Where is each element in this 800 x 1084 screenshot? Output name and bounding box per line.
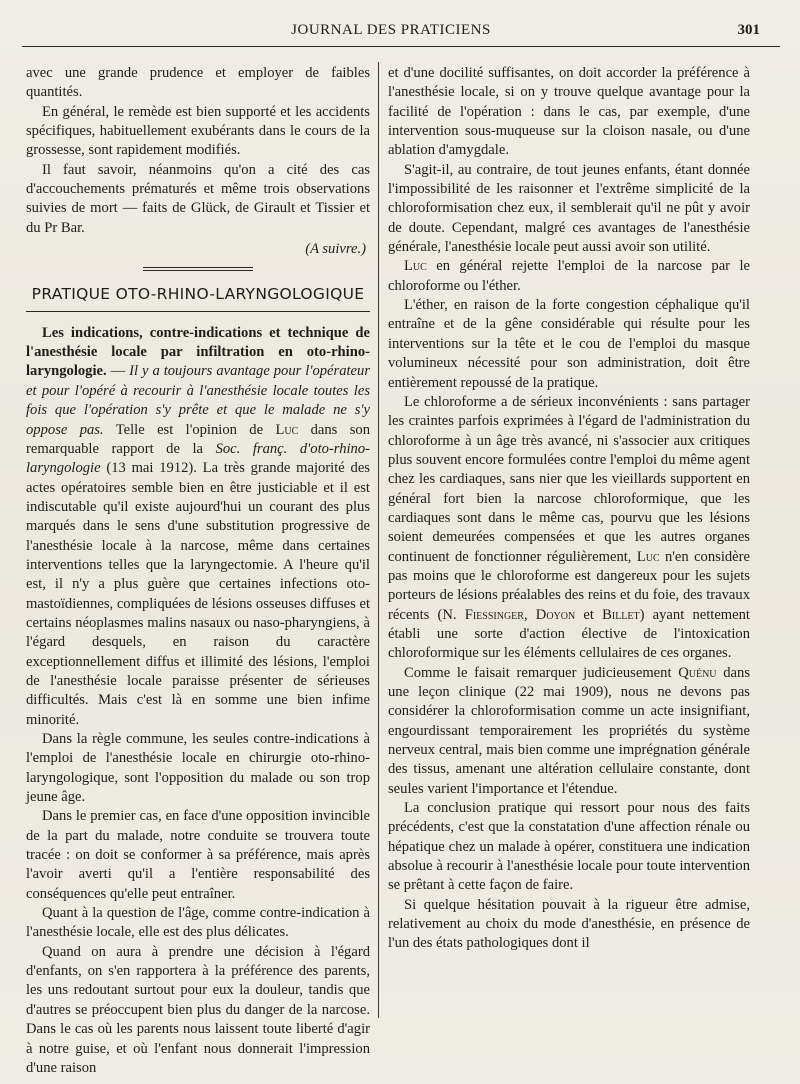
author-name: Luc <box>636 548 660 565</box>
text-run: dans son remarquable rapport de la <box>26 421 371 457</box>
author-name: Luc <box>404 258 427 275</box>
author-name: Quénu <box>678 664 717 681</box>
text-run: dans une leçon clinique (22 mai 1909), nous ne devons pas considérer la chloroformisation comme un acte insignifiant, engourdissant temporairement les propriétés du système nerveux central, mais bien comme une imprégnation générale des tissus, amenant une altération cellulaire constante, dont seules varient l'importance et l'étendue. <box>388 664 750 797</box>
text-run: , <box>523 606 536 623</box>
text-run: en général rejette l'emploi de la narcose par le chloroforme ou l'éther. <box>388 258 750 294</box>
separator-rule <box>143 267 253 271</box>
paragraph <box>388 664 750 799</box>
author-name: Billet <box>602 606 640 623</box>
text-run: Comme le faisait remarquer judicieusement <box>404 664 679 681</box>
paragraph: et d'une docilité suffisantes, on doit accorder la préférence à l'anesthésie locale, si on y trouve quelque avantage pour la facilité de l'opération : dans le cas, par exemple, d'une intervention sous-muqueuse sur la cloison nasale, ou d'une ablation d'amygdale. <box>388 65 750 159</box>
running-header <box>22 22 760 46</box>
paragraph <box>388 393 750 664</box>
paragraph: En général, le remède est bien supporté et les accidents spécifiques, habituellement exubérants dans le cours de la grossesse, sont rapidement modifiés. <box>26 103 370 159</box>
text-run: ) ayant nettement établi une sorte d'action élective de l'intoxication chloroformique sur les éléments cellulaires de ces organes. <box>388 606 750 662</box>
text-run: et <box>575 606 603 623</box>
right-column <box>388 64 750 954</box>
paragraph: Il faut savoir, néanmoins qu'on a cité des cas d'accouchements prématurés et même trois observations suivies de mort — faits de Glück, de Girault et Tissier et du Pr Bar. <box>26 161 370 236</box>
quoted-opinion: Il y a toujours avantage pour l'opérateur et pour l'opéré à recourir à l'anesthésie locale toutes les fois que l'opération s'y prête et que le malade ne s'y oppose pas. <box>26 363 371 438</box>
paragraph: S'agit-il, au contraire, de tout jeunes enfants, étant donnée l'impossibilité de les raisonner et l'extrême simplicité de la chloroformisation chez eux, il semblerait qu'il ne pût y avoir de doute. Cependant, malgré ces avantages de l'anesthésie générale, l'anesthésie locale peut aussi avoir son utilité. <box>388 161 750 256</box>
paragraph: La conclusion pratique qui ressort pour nous des faits précédents, c'est que la constatation d'une affection rénale ou hépatique chez un malade à opérer, constituera une indication absolue à recourir à l'anesthésie locale pour toute intervention se prêtant à cette façon de faire. <box>388 800 750 894</box>
section-title: PRATIQUE OTO-RHINO-LARYNGOLOGIQUE <box>26 285 370 311</box>
article-paragraph <box>26 324 370 730</box>
text-run: Telle est l'opinion de <box>103 421 276 438</box>
header-rule <box>22 46 780 47</box>
text-run: Le chloroforme a de sérieux inconvénients : sans partager les craintes parfois exprimées à l'égard de l'administration du chloroforme à un âge très avancé, ni s'associer aux critiques plus souvent encore formulées contre l'emploi du même agent chez les cardiaques, sans nier que les vieillards supportent en général fort bien la narcose chloroformique, que les cardiaques sont dans le même cas, pourvu que les lésions soient demeurées compensées et que les autres organes continuent de fonctionner régulièrement, <box>388 393 750 565</box>
author-name: Luc <box>275 421 299 438</box>
article-title: Les indications, contre-indications et technique de l'anesthésie locale par infiltration en oto-rhino-laryngologie. <box>26 324 370 380</box>
journal-title: JOURNAL DES PRATICIENS <box>291 22 491 38</box>
paragraph: Si quelque hésitation pouvait à la rigueur être admise, relativement au choix du mode d'anesthésie, en présence de l'un des états pathologiques dont il <box>388 896 750 952</box>
paragraph <box>388 257 750 296</box>
paragraph: Dans la règle commune, les seules contre-indications à l'emploi de l'anesthésie locale en chirurgie oto-rhino-laryngologique, sont l'opposition du malade ou son trop jeune âge. <box>26 731 370 806</box>
left-column <box>26 64 370 1078</box>
society-name: Soc. franç. d'oto-rhino-laryngologie <box>26 440 370 477</box>
paragraph: Quand on aura à prendre une décision à l'égard d'enfants, on s'en rapportera à la préférence des parents, les uns redoutant surtout pour eux la douleur, tandis que d'autres se préoccupent bien plus du danger de la narcose. Dans le cas où les parents nous laissent toute liberté d'agir à notre guise, et où l'enfant nous donnerait l'impression d'une raison <box>26 943 370 1076</box>
paragraph: Quant à la question de l'âge, comme contre-indication à l'anesthésie locale, elle est des plus délicates. <box>26 905 370 941</box>
page-number: 301 <box>737 22 760 38</box>
column-divider <box>378 62 379 1018</box>
author-name: Doyon <box>535 606 576 623</box>
dash: — <box>106 363 130 380</box>
paragraph: L'éther, en raison de la forte congestion céphalique qu'il entraîne et de la gêne considérable qui résulte pour les interventions sur la tête et le cou de l'emploi du masque volumineux nécessité pour son administration, doit être entièrement repoussé de la pratique. <box>388 297 750 391</box>
paragraph: Dans le premier cas, en face d'une opposition invincible de la part du malade, notre conduite se trouvera toute tracée : on doit se conformer à sa préférence, mais après l'avoir averti qu'il a l'entière responsabilité des conséquences qu'elle peut entraîner. <box>26 808 370 902</box>
text-run: (13 mai 1912). La très grande majorité des actes opératoires semble bien en être justiciable et il est indiscutable qu'il existe aujourd'hui un courant des plus marqués dans le sens d'une substitution progressive de l'anesthésie locale à la narcose, même dans certaines interventions telles que la laryngectomie. A l'heure qu'il est, il n'y a plus guère que certaines infections oto-mastoïdiennes, compliquées de lésions osseuses diffuses et certains néoplasmes malins nasaux ou naso-pharyngiens, à l'égard desquels, en raison du caractère exceptionnellement diffus et illimité des lésions, l'emploi de l'anesthésie locale paraisse présenter de sérieuses difficultés. Mais c'est là en somme une bien infime minorité. <box>26 460 370 728</box>
text-run: n'en considère pas moins que le chloroforme est dangereux pour les sujets porteurs de lésions préalables des reins et du foie, des travaux récents (N. <box>388 548 750 623</box>
to-be-continued: (A suivre.) <box>305 241 366 258</box>
author-name: Fiessinger <box>464 606 524 623</box>
paragraph: avec une grande prudence et employer de faibles quantités. <box>26 65 370 101</box>
